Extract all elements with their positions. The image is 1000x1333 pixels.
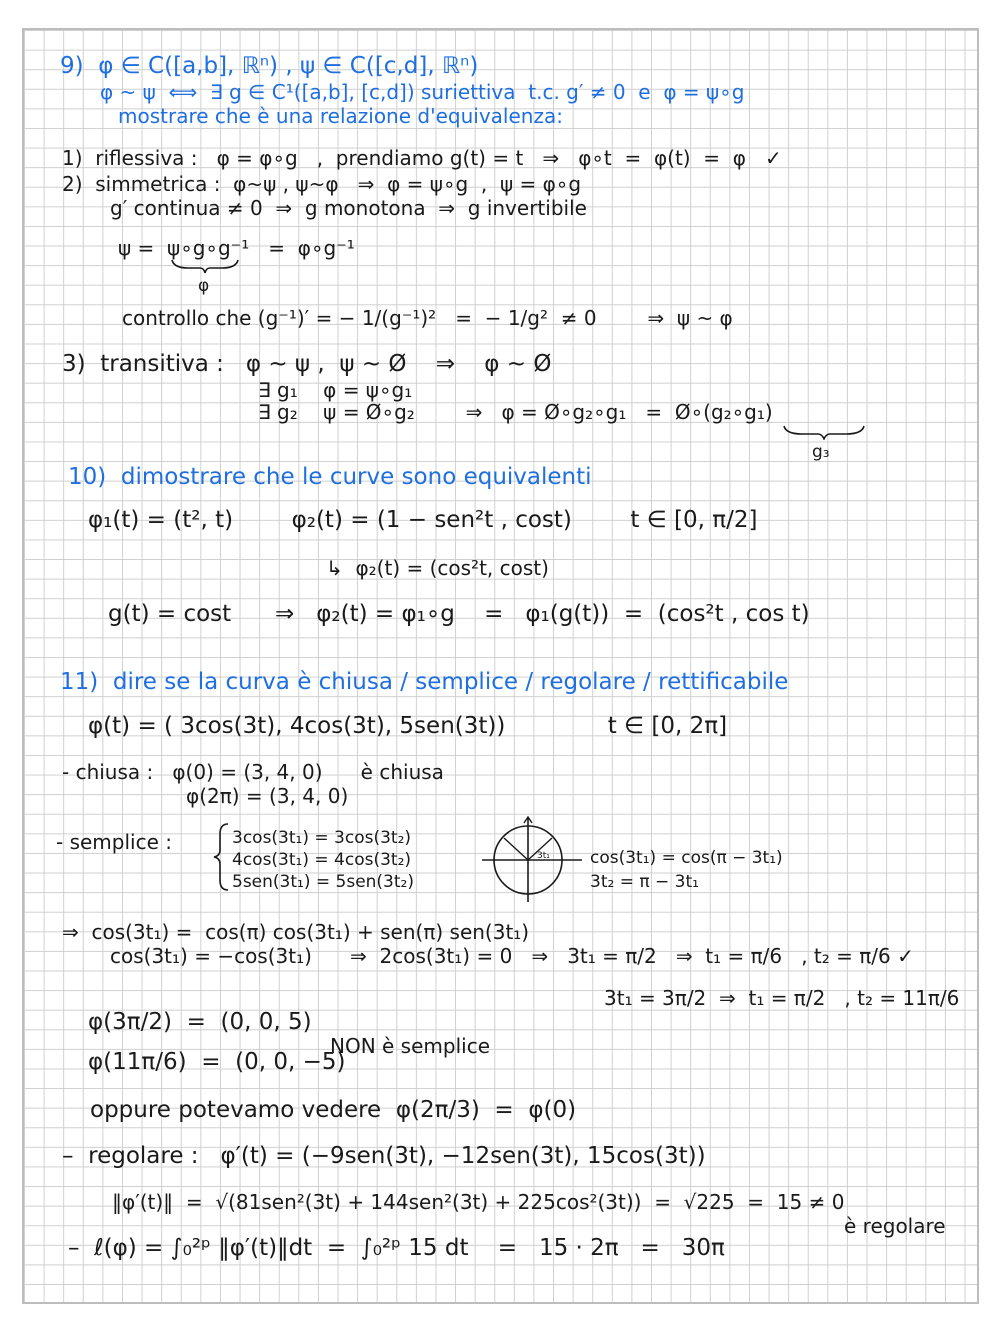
ex11-point-2: φ(11π/6) = (0, 0, −5): [88, 1049, 346, 1075]
ex11-regular-1: – regolare : φ′(t) = (−9sen(3t), −12sen(3t), 15cos(3t)): [62, 1143, 706, 1169]
ex11-cos-relation-2: 3t₂ = π − 3t₁: [590, 872, 699, 892]
circle-angle-label: 3t₁: [537, 851, 550, 861]
ex11-system-2: 4cos(3t₁) = 4cos(3t₂): [232, 850, 412, 870]
ex11-closed-2: φ(2π) = (3, 4, 0): [186, 784, 349, 808]
ex11-simple-label: - semplice :: [56, 830, 172, 854]
ex11-eq-1: ⇒ cos(3t₁) = cos(π) cos(3t₁) + sen(π) sen(3t₁): [62, 920, 530, 944]
underbrace-mark: [782, 424, 866, 440]
ex10-reparam: g(t) = cost ⇒ φ₂(t) = φ₁∘g = φ₁(g(t)) = (cos²t , cos t): [108, 601, 810, 627]
ex11-title: 11) dire se la curva è chiusa / semplice / regolare / rettificabile: [60, 669, 789, 695]
ex11-system-1: 3cos(3t₁) = 3cos(3t₂): [232, 828, 412, 848]
ex9-task: mostrare che è una relazione d'equivalenza:: [118, 104, 563, 128]
unit-circle-sketch: [478, 814, 588, 904]
ex9-transitive-2: ∃ g₁ φ = ψ∘g₁: [258, 378, 413, 402]
ex9-symmetric-1: 2) simmetrica : φ~ψ , ψ~φ ⇒ φ = ψ∘g , ψ = φ∘g: [62, 172, 582, 196]
ex9-transitive-1: 3) transitiva : φ ~ ψ , ψ ~ Ø ⇒ φ ~ Ø: [62, 351, 552, 377]
ex11-length: – ℓ(φ) = ∫₀²ᵖ ‖φ′(t)‖dt = ∫₀²ᵖ 15 dt = 15 · 2π = 30π: [68, 1235, 725, 1261]
ex9-g3-label: g₃: [812, 442, 830, 462]
ex9-symmetric-4: controllo che (g⁻¹)′ = − 1/(g⁻¹)² = − 1/g² ≠ 0 ⇒ ψ ~ φ: [122, 306, 733, 330]
ex11-cos-relation-1: cos(3t₁) = cos(π − 3t₁): [590, 848, 783, 868]
ex9-symmetric-3: ψ = ψ∘g∘g⁻¹ = φ∘g⁻¹: [118, 236, 355, 260]
ex9-transitive-3: ∃ g₂ ψ = Ø∘g₂ ⇒ φ = Ø∘g₂∘g₁ = Ø∘(g₂∘g₁): [258, 400, 773, 424]
ex10-identity: ↳ φ₂(t) = (cos²t, cost): [326, 556, 549, 580]
system-brace: [212, 822, 232, 892]
ex11-curve: φ(t) = ( 3cos(3t), 4cos(3t), 5sen(3t)) t ∈ [0, 2π]: [88, 713, 728, 739]
ex9-definition: φ ~ ψ ⟺ ∃ g ∈ C¹([a,b], [c,d]) suriettiva t.c. g′ ≠ 0 e φ = ψ∘g: [100, 80, 745, 104]
ex11-not-simple: NON è semplice: [330, 1034, 490, 1058]
ex11-regular-verdict: è regolare: [844, 1214, 946, 1238]
ex9-underbrace-label: φ: [198, 276, 210, 296]
ex11-regular-2: ‖φ′(t)‖ = √(81sen²(3t) + 144sen²(3t) + 225cos²(3t)) = √225 = 15 ≠ 0: [112, 1190, 845, 1214]
underbrace-mark: [170, 258, 240, 274]
ex9-reflexive: 1) riflessiva : φ = φ∘g , prendiamo g(t) = t ⇒ φ∘t = φ(t) = φ ✓: [62, 146, 782, 170]
ex9-title: 9) φ ∈ C([a,b], ℝⁿ) , ψ ∈ C([c,d], ℝⁿ): [60, 53, 479, 79]
ex11-alternative: oppure potevamo vedere φ(2π/3) = φ(0): [90, 1097, 577, 1123]
ex11-point-1: φ(3π/2) = (0, 0, 5): [88, 1009, 312, 1035]
ex9-symmetric-2: g′ continua ≠ 0 ⇒ g monotona ⇒ g invertibile: [110, 196, 587, 220]
ex11-closed-1: - chiusa : φ(0) = (3, 4, 0) è chiusa: [62, 760, 444, 784]
ex10-title: 10) dimostrare che le curve sono equivalenti: [68, 464, 592, 490]
ex10-curves: φ₁(t) = (t², t) φ₂(t) = (1 − sen²t , cost) t ∈ [0, π/2]: [88, 507, 758, 533]
ex11-eq-2: cos(3t₁) = −cos(3t₁) ⇒ 2cos(3t₁) = 0 ⇒ 3t₁ = π/2 ⇒ t₁ = π/6 , t₂ = π/6 ✓: [110, 944, 914, 968]
ex11-system-3: 5sen(3t₁) = 5sen(3t₂): [232, 872, 414, 892]
ex11-eq-3: 3t₁ = 3π/2 ⇒ t₁ = π/2 , t₂ = 11π/6: [604, 986, 960, 1010]
